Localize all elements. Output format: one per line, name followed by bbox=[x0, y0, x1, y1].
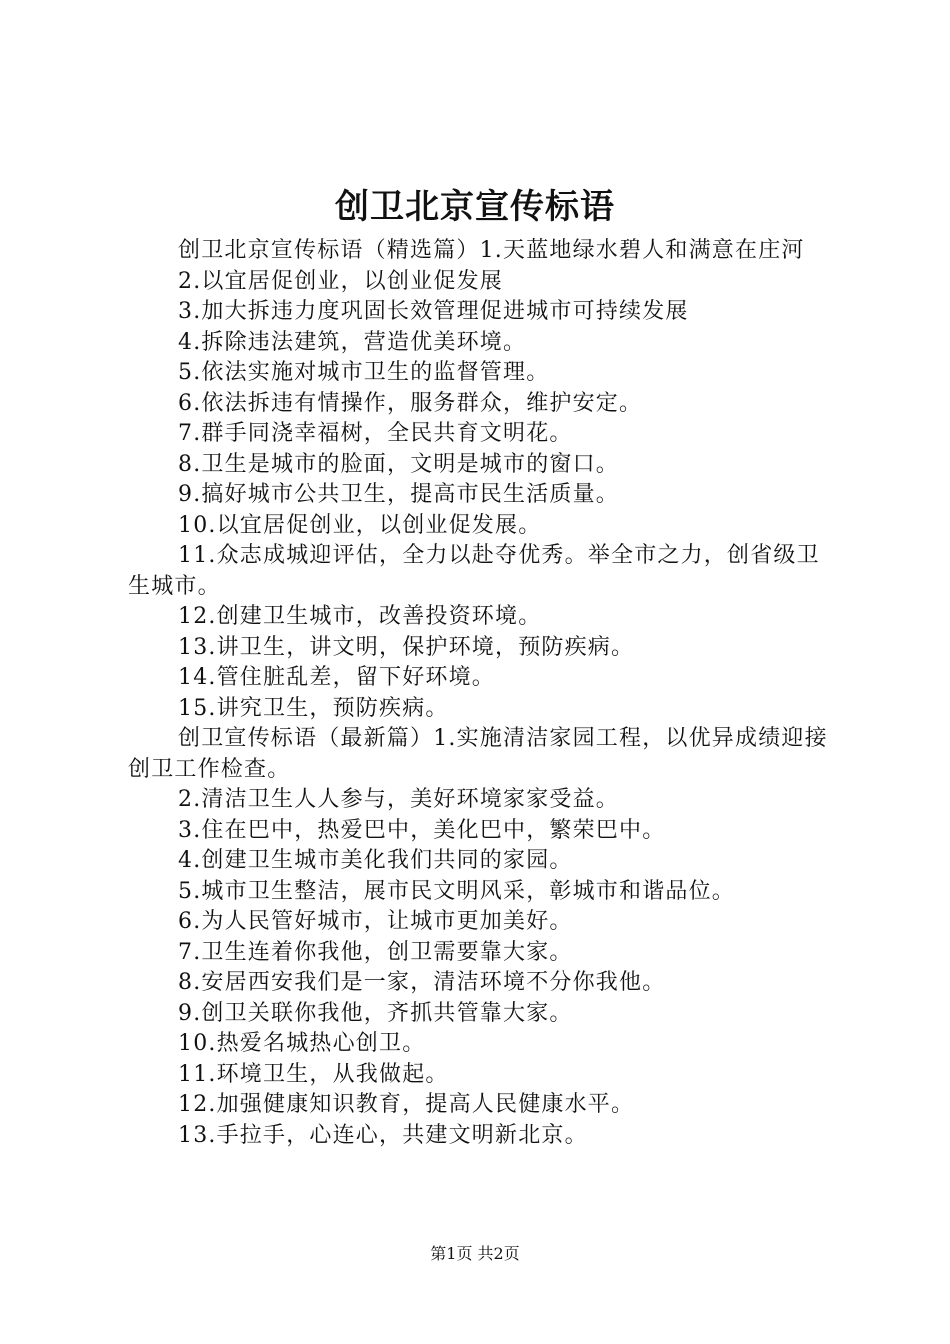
document-title: 创卫北京宣传标语 bbox=[335, 187, 615, 227]
paragraph: 3.住在巴中，热爱巴中，美化巴中，繁荣巴中。 bbox=[178, 817, 666, 843]
paragraph: 11.众志成城迎评估，全力以赴夺优秀。举全市之力，创省级卫生城市。 bbox=[128, 543, 820, 599]
paragraph: 13.讲卫生，讲文明，保护环境，预防疾病。 bbox=[178, 634, 635, 660]
paragraph: 8.安居西安我们是一家，清洁环境不分你我他。 bbox=[178, 970, 666, 995]
paragraph: 9.创卫关联你我他，齐抓共管靠大家。 bbox=[178, 1000, 573, 1026]
paragraph: 6.为人民管好城市，让城市更加美好。 bbox=[178, 909, 573, 934]
paragraph: 10.以宜居促创业，以创业促发展。 bbox=[178, 512, 542, 538]
paragraph: 5.城市卫生整洁，展市民文明风采，彰城市和谐品位。 bbox=[178, 878, 735, 904]
page-footer bbox=[0, 1242, 950, 1266]
paragraph: 6.依法拆违有情操作，服务群众，维护安定。 bbox=[178, 390, 643, 416]
paragraph: 3.加大拆违力度巩固长效管理促进城市可持续发展 bbox=[178, 299, 689, 324]
paragraph: 7.卫生连着你我他，创卫需要靠大家。 bbox=[178, 939, 573, 965]
paragraph: 5.依法实施对城市卫生的监督管理。 bbox=[178, 360, 550, 385]
paragraph: 8.卫生是城市的脸面，文明是城市的窗口。 bbox=[178, 451, 619, 477]
paragraph: 2.清洁卫生人人参与，美好环境家家受益。 bbox=[178, 787, 619, 812]
paragraph: 4.拆除违法建筑，营造优美环境。 bbox=[178, 329, 527, 355]
paragraph: 13.手拉手，心连心，共建文明新北京。 bbox=[178, 1122, 588, 1148]
paragraph: 12.加强健康知识教育，提高人民健康水平。 bbox=[178, 1092, 635, 1117]
paragraph: 12.创建卫生城市，改善投资环境。 bbox=[178, 604, 542, 629]
paragraph: 10.热爱名城热心创卫。 bbox=[178, 1031, 426, 1056]
paragraph: 14.管住脏乱差，留下好环境。 bbox=[178, 665, 495, 690]
paragraph: 9.搞好城市公共卫生，提高市民生活质量。 bbox=[178, 482, 619, 507]
paragraph: 4.创建卫生城市美化我们共同的家园。 bbox=[178, 848, 573, 873]
paragraph: 7.群手同浇幸福树，全民共育文明花。 bbox=[178, 421, 573, 446]
paragraph: 创卫北京宣传标语（精选篇）1.天蓝地绿水碧人和满意在庄河 bbox=[178, 238, 805, 263]
paragraph: 11.环境卫生，从我做起。 bbox=[178, 1061, 449, 1087]
page-indicator: 第1页 共2页 bbox=[430, 1244, 520, 1263]
document-body bbox=[128, 236, 834, 1151]
paragraph: 15.讲究卫生，预防疾病。 bbox=[178, 695, 449, 721]
paragraph: 创卫宣传标语（最新篇）1.实施清洁家园工程，以优异成绩迎接创卫工作检查。 bbox=[128, 726, 828, 782]
paragraph: 2.以宜居促创业，以创业促发展 bbox=[178, 268, 503, 294]
